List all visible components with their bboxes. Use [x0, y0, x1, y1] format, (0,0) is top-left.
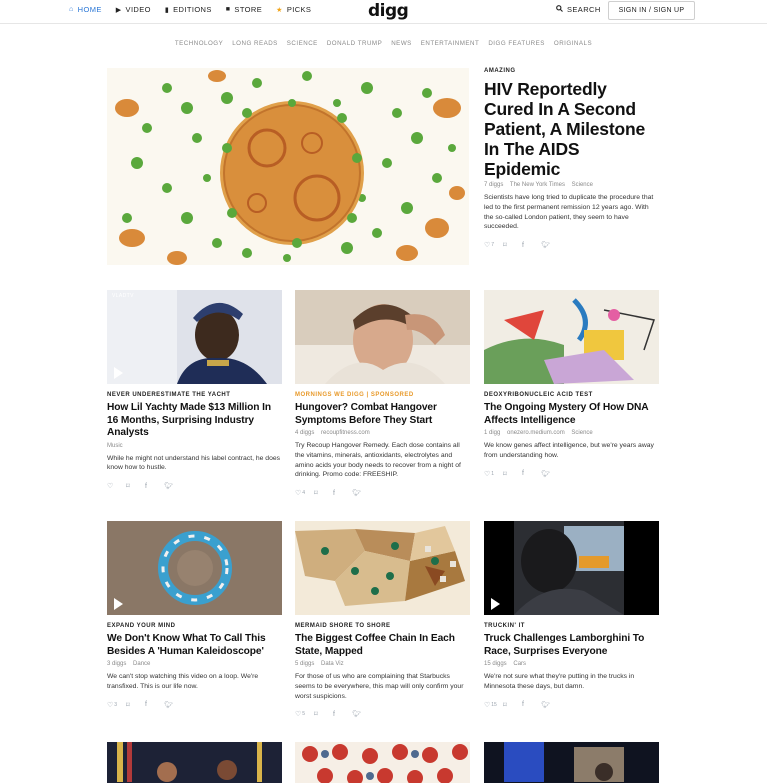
- article-thumbnail[interactable]: [484, 290, 659, 384]
- twitter-icon[interactable]: 🐦︎: [352, 490, 361, 498]
- nav-store[interactable]: [226, 5, 262, 14]
- play-icon[interactable]: [114, 598, 123, 610]
- topic-originals[interactable]: ORIGINALS: [553, 40, 593, 47]
- card-meta-diggs: 15 diggs: [484, 661, 507, 667]
- article-thumbnail[interactable]: [295, 290, 470, 384]
- card-meta-category[interactable]: Music: [107, 442, 123, 449]
- card-kicker: MORNINGS WE DIGG | SPONSORED: [295, 392, 414, 398]
- card-meta: [295, 661, 470, 667]
- card-kicker: TRUCKIN' IT: [484, 623, 525, 629]
- featured-source[interactable]: The New York Times: [509, 182, 565, 188]
- facebook-icon[interactable]: f: [333, 710, 335, 718]
- card-description: We can't stop watching this video on a loop. We're transfixed. This is our life now.: [107, 673, 259, 690]
- card-actions: [107, 701, 282, 709]
- article-thumbnail[interactable]: [484, 521, 659, 615]
- bookmark-icon[interactable]: ⌑: [314, 490, 318, 498]
- article-card: [295, 290, 470, 497]
- card-likes: 4: [302, 490, 306, 497]
- play-icon[interactable]: [114, 367, 123, 379]
- card-kicker: NEVER UNDERESTIMATE THE YACHT: [107, 392, 231, 398]
- article-card: [107, 742, 282, 783]
- facebook-icon[interactable]: f: [145, 482, 147, 490]
- featured-image[interactable]: [107, 68, 469, 265]
- twitter-icon[interactable]: 🐦︎: [164, 701, 173, 709]
- digg-heart-icon[interactable]: ♡: [107, 483, 114, 491]
- card-meta: [295, 430, 470, 436]
- article-card: [107, 521, 282, 709]
- main-nav: [69, 5, 325, 14]
- card-actions: [484, 470, 659, 478]
- twitter-icon[interactable]: 🐦︎: [541, 701, 550, 709]
- digg-heart-icon[interactable]: ♡ 15: [484, 701, 497, 709]
- twitter-icon[interactable]: 🐦︎: [541, 242, 550, 250]
- twitter-icon[interactable]: 🐦︎: [541, 470, 550, 478]
- card-title[interactable]: How Lil Yachty Made $13 Million In 16 Months, Surprising Industry Analysts: [107, 402, 271, 438]
- bookmark-icon[interactable]: ⌑: [503, 701, 507, 709]
- topic-technology[interactable]: TECHNOLOGY: [174, 40, 224, 47]
- card-kicker: EXPAND YOUR MIND: [107, 623, 176, 629]
- bookmark-icon[interactable]: ⌑: [503, 470, 507, 478]
- card-meta-diggs: 4 diggs: [295, 430, 315, 436]
- card-title[interactable]: The Ongoing Mystery Of How DNA Affects Intelligence: [484, 402, 649, 426]
- card-kicker: MERMAID SHORE TO SHORE: [295, 623, 391, 629]
- sign-in-button[interactable]: SIGN IN / SIGN UP: [608, 1, 695, 20]
- article-card: [295, 742, 470, 783]
- site-header: [0, 0, 767, 24]
- card-likes: 15: [491, 701, 497, 708]
- twitter-icon[interactable]: 🐦︎: [352, 711, 361, 719]
- nav-video[interactable]: [116, 5, 151, 14]
- article-card: [295, 521, 470, 718]
- article-thumbnail[interactable]: [295, 742, 470, 783]
- bookmark-icon[interactable]: ⌑: [126, 701, 130, 709]
- card-title[interactable]: We Don't Know What To Call This Besides A 'Human Kaleidoscope': [107, 633, 266, 657]
- card-likes: 1: [491, 470, 495, 477]
- card-title[interactable]: Hungover? Combat Hangover Symptoms Before They Start: [295, 402, 437, 426]
- featured-category[interactable]: Science: [571, 182, 593, 188]
- search-label: SEARCH: [567, 5, 601, 14]
- article-card: [484, 742, 659, 783]
- nav-home-label: HOME: [77, 5, 102, 14]
- featured-article: [484, 68, 659, 249]
- topic-news[interactable]: NEWS: [391, 40, 412, 47]
- twitter-icon[interactable]: 🐦︎: [164, 483, 173, 491]
- card-likes: 5: [302, 711, 306, 718]
- featured-kicker: AMAZING: [484, 68, 516, 74]
- card-kicker: DEOXYRIBONUCLEIC ACID TEST: [484, 392, 593, 398]
- featured-diggs: 7 diggs: [484, 182, 504, 188]
- topic-digg-features[interactable]: DIGG FEATURES: [488, 40, 545, 47]
- card-title[interactable]: Truck Challenges Lamborghini To Race, Surprises Everyone: [484, 633, 645, 657]
- video-source-badge: VLADTV: [112, 293, 134, 299]
- topic-donald-trump[interactable]: DONALD TRUMP: [326, 40, 383, 47]
- card-meta: [107, 661, 282, 667]
- topics-nav: [0, 40, 767, 47]
- card-meta-category[interactable]: Science: [571, 430, 593, 436]
- card-description: Try Recoup Hangover Remedy. Each dose contains all the vitamins, minerals, antioxidants, electrolytes and amino acids your body needs to recover from a night of drinking. Promo code: FREESHIP.: [295, 442, 461, 479]
- card-meta-diggs: 1 digg: [484, 430, 501, 436]
- bookmark-icon[interactable]: ⌑: [126, 483, 130, 491]
- card-meta-category[interactable]: Data Viz: [321, 661, 344, 667]
- digg-logo[interactable]: digg: [368, 1, 409, 21]
- card-title[interactable]: The Biggest Coffee Chain In Each State, Mapped: [295, 633, 455, 657]
- topic-science[interactable]: SCIENCE: [286, 40, 318, 47]
- card-meta-source[interactable]: recoupfitness.com: [321, 430, 370, 436]
- nav-picks-label: PICKS: [286, 5, 312, 14]
- topic-entertainment[interactable]: ENTERTAINMENT: [420, 40, 480, 47]
- nav-picks[interactable]: [276, 5, 311, 14]
- card-likes: 3: [114, 701, 118, 708]
- article-thumbnail[interactable]: [295, 521, 470, 615]
- card-meta: [484, 661, 659, 667]
- article-thumbnail[interactable]: [107, 521, 282, 615]
- editions-icon: ▮: [164, 6, 170, 14]
- play-icon[interactable]: [491, 598, 500, 610]
- nav-video-label: VIDEO: [125, 5, 151, 14]
- article-card: [107, 290, 282, 490]
- nav-editions[interactable]: [165, 5, 212, 14]
- card-meta: [107, 443, 282, 449]
- featured-actions: [484, 241, 659, 249]
- card-meta-category[interactable]: Dance: [133, 661, 151, 667]
- card-meta: [484, 430, 659, 436]
- featured-description: Scientists have long tried to duplicate the procedure that led to the first permanent remission 12 years ago. With the so-called London patient, they seem to have succeeded.: [484, 194, 654, 231]
- digg-heart-icon[interactable]: ♡ 1: [484, 470, 495, 478]
- topic-long-reads[interactable]: LONG READS: [232, 40, 278, 47]
- article-thumbnail[interactable]: [107, 290, 282, 384]
- nav-store-label: STORE: [234, 5, 263, 14]
- nav-editions-label: EDITIONS: [173, 5, 212, 14]
- featured-likes: 7: [491, 242, 495, 249]
- facebook-icon[interactable]: f: [145, 701, 147, 709]
- search-icon: [556, 5, 563, 14]
- card-actions: [295, 710, 470, 718]
- bookmark-icon[interactable]: ⌑: [314, 711, 318, 719]
- digg-heart-icon[interactable]: ♡ 4: [295, 490, 306, 498]
- article-thumbnail[interactable]: [484, 742, 659, 783]
- card-description: For those of us who are complaining that Starbucks seems to be everywhere, this map will only confirm your worst suspicions.: [295, 673, 464, 700]
- article-card: [484, 521, 659, 709]
- featured-meta: [484, 182, 659, 188]
- digg-heart-icon[interactable]: ♡ 7: [484, 242, 495, 250]
- play-icon: ▶: [115, 6, 122, 14]
- article-thumbnail[interactable]: [107, 742, 282, 783]
- card-description: While he might not understand his label contract, he does know how to hustle.: [107, 454, 281, 472]
- card-description: We know genes affect intelligence, but we're years away from understanding how.: [484, 442, 654, 459]
- card-description: We're not sure what they're putting in the trucks in Minnesota these days, but damn.: [484, 673, 635, 690]
- card-meta-source[interactable]: onezero.medium.com: [507, 430, 565, 436]
- facebook-icon[interactable]: f: [522, 470, 524, 478]
- card-actions: [107, 482, 282, 490]
- star-icon: ★: [276, 6, 283, 14]
- nav-home[interactable]: [69, 5, 102, 14]
- store-icon: ■: [225, 6, 231, 13]
- bookmark-icon[interactable]: ⌑: [503, 242, 507, 250]
- facebook-icon[interactable]: f: [522, 701, 524, 709]
- card-meta-category[interactable]: Cars: [513, 661, 527, 667]
- facebook-icon[interactable]: f: [333, 489, 335, 497]
- facebook-icon[interactable]: f: [522, 241, 524, 249]
- home-icon: ⌂: [69, 6, 74, 13]
- featured-title[interactable]: HIV Reportedly Cured In A Second Patient, A Milestone In The AIDS Epidemic: [484, 79, 645, 179]
- digg-heart-icon[interactable]: ♡ 3: [107, 701, 118, 709]
- digg-heart-icon[interactable]: ♡ 5: [295, 711, 306, 719]
- card-actions: [295, 489, 470, 497]
- card-meta-diggs: 5 diggs: [295, 661, 315, 667]
- card-meta-diggs: 3 diggs: [107, 661, 127, 667]
- search-button[interactable]: [556, 5, 601, 14]
- article-card: [484, 290, 659, 478]
- card-actions: [484, 701, 659, 709]
